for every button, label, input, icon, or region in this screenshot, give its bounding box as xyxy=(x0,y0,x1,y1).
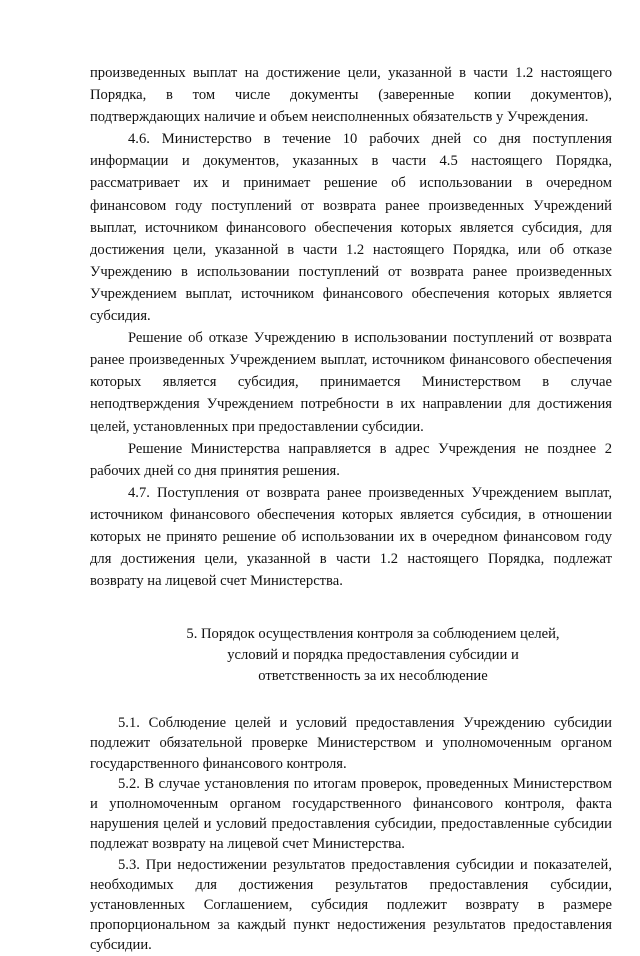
heading-line-1: 5. Порядок осуществления контроля за соблюдением целей, xyxy=(186,626,560,643)
paragraph-4-7: 4.7. Поступления от возврата ранее произведенных Учреждением выплат, источником финансового обеспечения которых является субсидия, в отношении которых не принято решение об использовании их в очередном финансовом году для достижения цели, указанной в части 1.2 настоящего Порядка, подлежат возврату на лицевой счет Министерства. xyxy=(90,484,612,590)
heading-line-3: ответственность за их несоблюдение xyxy=(258,668,488,685)
section-5-body xyxy=(90,713,612,955)
paragraph-5-3: 5.3. При недостижении результатов предоставления субсидии и показателей, необходимых для достижения результатов предоставления субсидии, установленных Соглашением, субсидия подлежит возврату в размере пропорциональном за каждый пункт недостижения результатов предоставления субсидии. xyxy=(90,856,612,954)
paragraph-refusal: Решение об отказе Учреждению в использовании поступлений от возврата ранее произведенных Учреждением выплат, источником финансового обеспечения которых является субсидия, принимается Министерством в случае неподтверждения Учреждением потребности в их направлении для достижения целей, установленных при предоставлении субсидии. xyxy=(90,330,612,435)
paragraph-decision: Решение Министерства направляется в адрес Учреждения не позднее 2 рабочих дней со дня принятия решения. xyxy=(90,440,612,479)
section-5-heading xyxy=(90,624,612,687)
paragraph-5-2: 5.2. В случае установления по итогам проверок, проведенных Министерством и уполномоченным органом государственного финансового контроля, факта нарушения целей и условий предоставления субсидии, предоставленные субсидии подлежат возврату на лицевой счет Министерства. xyxy=(90,775,612,853)
paragraph-4-6: 4.6. Министерство в течение 10 рабочих дней со дня поступления информации и документов, указанных в части 4.5 настоящего Порядка, рассматривает их и принимает решение об использовании в очередном финансовом году поступлений от возврата ранее произведенных Учреждений выплат, источником финансового обеспечения которых является субсидия, для достижения цели, указанной в части 1.2 настоящего Порядка, или об отказе Учреждению в использовании поступлений от возврата ранее произведенных Учреждением выплат, источником финансового обеспечения которых является субсидия. xyxy=(90,131,612,325)
heading-line-2: условий и порядка предоставления субсидии и xyxy=(227,647,519,664)
paragraph-5-1: 5.1. Соблюдение целей и условий предоставления Учреждению субсидии подлежит обязательной проверке Министерством и уполномоченным органом государственного финансового контроля. xyxy=(90,715,612,772)
paragraph-continuation: произведенных выплат на достижение цели, указанной в части 1.2 настоящего Порядка, в том числе документы (заверенные копии документов), подтверждающих наличие и объем неисполненных обязательств у Учреждения. xyxy=(90,65,612,126)
